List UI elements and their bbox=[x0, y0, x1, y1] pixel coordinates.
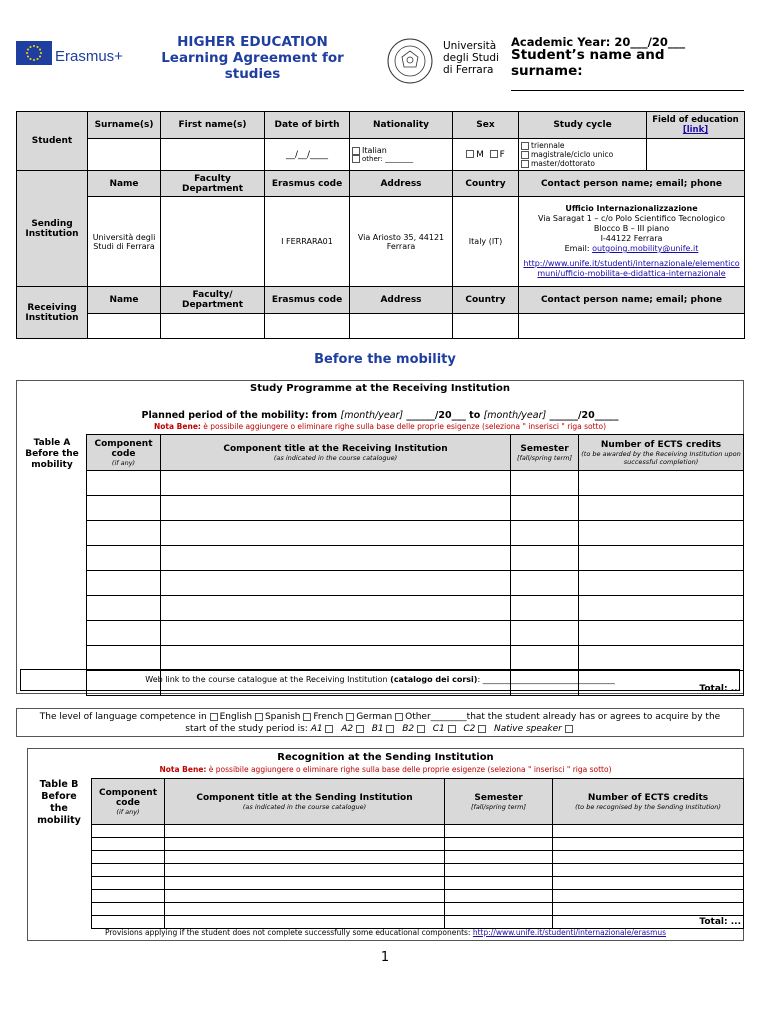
german-checkbox[interactable] bbox=[346, 713, 354, 721]
table-a-title: Study Programme at the Receiving Institution bbox=[250, 383, 510, 394]
table-row[interactable] bbox=[87, 621, 744, 646]
col-a-ects: Number of ECTS credits (to be awarded by the Receiving Institution upon successful completion) bbox=[579, 435, 744, 471]
sending-name-value: Università degli Studi di Ferrara bbox=[88, 197, 161, 287]
col-sending-name: Name bbox=[88, 171, 161, 197]
other-nationality-checkbox[interactable] bbox=[352, 155, 360, 163]
italian-checkbox[interactable] bbox=[352, 147, 360, 155]
spanish-checkbox[interactable] bbox=[255, 713, 263, 721]
col-a-semester: Semester [fall/spring term] bbox=[511, 435, 579, 471]
receiving-country-input[interactable] bbox=[453, 314, 519, 339]
col-sending-erasmus-code: Erasmus code bbox=[265, 171, 350, 197]
course-catalogue-weblink[interactable]: Web link to the course catalogue at the Receiving Institution (catalogo dei corsi): _________________________________ bbox=[20, 669, 740, 691]
col-b-title: Component title at the Sending Institution (as indicated in the course catalogue) bbox=[165, 779, 445, 825]
level-a2-checkbox[interactable] bbox=[356, 725, 364, 733]
table-b-title: Recognition at the Sending Institution bbox=[277, 752, 494, 763]
date-of-birth-input[interactable]: __/__/____ bbox=[265, 139, 350, 171]
before-mobility-heading: Before the mobility bbox=[314, 352, 456, 367]
receiving-erasmus-code-input[interactable] bbox=[265, 314, 350, 339]
level-b1-checkbox[interactable] bbox=[386, 725, 394, 733]
col-sending-faculty: Faculty Department bbox=[161, 171, 265, 197]
other-language-checkbox[interactable] bbox=[395, 713, 403, 721]
receiving-faculty-input[interactable] bbox=[161, 314, 265, 339]
col-field-of-education: Field of education [link] bbox=[647, 112, 745, 139]
sending-address-value: Via Ariosto 35, 44121 Ferrara bbox=[350, 197, 453, 287]
level-a1-checkbox[interactable] bbox=[325, 725, 333, 733]
contact-email-link[interactable]: outgoing.mobility@unife.it bbox=[592, 244, 699, 253]
receiving-name-input[interactable] bbox=[88, 314, 161, 339]
sending-contact-value: Ufficio Internazionalizzazione Via Saragat 1 – c/o Polo Scientifico Tecnologico Blocco B – III piano I-44122 Ferrara Email: outgoing.mobility@unife.it http://www.unife.it/studenti/internazionale/elementicomuni/ufficio-mobilita-e-didattica-internazionale bbox=[519, 197, 745, 287]
contact-url-link[interactable]: http://www.unife.it/studenti/internazionale/elementicomuni/ufficio-mobilita-e-didattica-internazionale bbox=[523, 259, 740, 278]
table-row[interactable] bbox=[87, 571, 744, 596]
col-b-code: Component code (if any) bbox=[92, 779, 165, 825]
table-row[interactable] bbox=[87, 646, 744, 671]
student-name-label: Student’s name and surname: bbox=[511, 47, 665, 79]
level-c2-checkbox[interactable] bbox=[478, 725, 486, 733]
table-b-side-label: Table B Before the mobility bbox=[37, 779, 81, 826]
table-row[interactable] bbox=[87, 546, 744, 571]
study-cycle-options: triennale magistrale/ciclo unico master/dottorato bbox=[519, 139, 647, 171]
col-b-ects: Number of ECTS credits (to be recognised by the Sending Institution) bbox=[553, 779, 744, 825]
nationality-options: Italian other: ________ bbox=[350, 139, 453, 171]
level-b2-checkbox[interactable] bbox=[417, 725, 425, 733]
magistrale-checkbox[interactable] bbox=[521, 151, 529, 159]
col-study-cycle: Study cycle bbox=[519, 112, 647, 139]
page-number: 1 bbox=[380, 950, 390, 965]
col-receiving-faculty: Faculty/ Department bbox=[161, 287, 265, 314]
col-nationality: Nationality bbox=[350, 112, 453, 139]
table-row[interactable] bbox=[92, 825, 744, 838]
receiving-address-input[interactable] bbox=[350, 314, 453, 339]
table-a-total: Total: ... bbox=[579, 671, 744, 696]
surname-input[interactable] bbox=[88, 139, 161, 171]
sending-erasmus-code-value: I FERRARA01 bbox=[265, 197, 350, 287]
col-receiving-address: Address bbox=[350, 287, 453, 314]
university-name: Università degli Studi di Ferrara bbox=[443, 40, 499, 76]
table-row[interactable] bbox=[92, 851, 744, 864]
sending-country-value: Italy (IT) bbox=[453, 197, 519, 287]
provisions-text: Provisions applying if the student does not complete successfully some educational components: http://www.unife.it/studenti/internazionale/erasmus bbox=[104, 928, 667, 937]
table-row[interactable] bbox=[87, 596, 744, 621]
master-checkbox[interactable] bbox=[521, 160, 529, 168]
table-b bbox=[91, 778, 744, 929]
col-sending-address: Address bbox=[350, 171, 453, 197]
eu-flag-logo bbox=[16, 41, 52, 65]
table-row[interactable] bbox=[92, 838, 744, 851]
provisions-link[interactable]: http://www.unife.it/studenti/internazionale/erasmus bbox=[472, 928, 667, 937]
col-receiving-erasmus-code: Erasmus code bbox=[265, 287, 350, 314]
col-sex: Sex bbox=[453, 112, 519, 139]
field-of-education-input[interactable] bbox=[647, 139, 745, 171]
col-receiving-name: Name bbox=[88, 287, 161, 314]
french-checkbox[interactable] bbox=[303, 713, 311, 721]
col-b-semester: Semester [fall/spring term] bbox=[445, 779, 553, 825]
student-row-label: Student bbox=[17, 112, 88, 171]
receiving-contact-input[interactable] bbox=[519, 314, 745, 339]
level-c1-checkbox[interactable] bbox=[448, 725, 456, 733]
triennale-checkbox[interactable] bbox=[521, 142, 529, 150]
table-a bbox=[86, 434, 744, 696]
student-name-line[interactable] bbox=[511, 90, 744, 91]
sex-options: M F bbox=[453, 139, 519, 171]
table-row[interactable] bbox=[92, 864, 744, 877]
col-sending-contact: Contact person name; email; phone bbox=[519, 171, 745, 197]
col-receiving-country: Country bbox=[453, 287, 519, 314]
language-competence: The level of language competence in English Spanish French German Other________that the student already has or agrees to acquire by the start of the study period is: A1 A2 B1 B2 C1 C2 Native speaker bbox=[16, 708, 744, 737]
col-a-code: Component code (if any) bbox=[87, 435, 161, 471]
academic-year: Academic Year: 20___/20___ bbox=[511, 35, 686, 49]
sex-m-checkbox[interactable] bbox=[466, 150, 474, 158]
col-sending-country: Country bbox=[453, 171, 519, 197]
table-row[interactable] bbox=[92, 903, 744, 916]
col-surname: Surname(s) bbox=[88, 112, 161, 139]
table-a-note: Nota Bene: è possibile aggiungere o eliminare righe sulla base delle proprie esigenze (seleziona " inserisci " riga sotto) bbox=[153, 422, 607, 431]
table-b-total: Total: ... bbox=[553, 916, 744, 929]
field-of-education-link[interactable]: [link] bbox=[682, 125, 709, 135]
document-title: HIGHER EDUCATION Learning Agreement for studies bbox=[161, 34, 344, 82]
col-a-title: Component title at the Receiving Institution (as indicated in the course catalogue) bbox=[161, 435, 511, 471]
sending-faculty-input[interactable] bbox=[161, 197, 265, 287]
table-row[interactable] bbox=[92, 916, 744, 929]
table-row[interactable] bbox=[92, 890, 744, 903]
first-name-input[interactable] bbox=[161, 139, 265, 171]
planned-period: Planned period of the mobility: from [month/year] ______/20___ to [month/year] ______/20_____ bbox=[141, 410, 619, 421]
col-receiving-contact: Contact person name; email; phone bbox=[519, 287, 745, 314]
table-row[interactable] bbox=[87, 521, 744, 546]
native-speaker-checkbox[interactable] bbox=[565, 725, 573, 733]
col-first-name: First name(s) bbox=[161, 112, 265, 139]
receiving-institution-label: Receiving Institution bbox=[17, 287, 88, 339]
sex-f-checkbox[interactable] bbox=[490, 150, 498, 158]
table-row[interactable] bbox=[92, 877, 744, 890]
col-date-of-birth: Date of birth bbox=[265, 112, 350, 139]
table-b-note: Nota Bene: è possibile aggiungere o eliminare righe sulla base delle proprie esigenze (seleziona " inserisci " riga sotto) bbox=[159, 765, 612, 774]
table-row[interactable] bbox=[87, 496, 744, 521]
sending-institution-label: Sending Institution bbox=[17, 171, 88, 287]
table-row[interactable] bbox=[87, 471, 744, 496]
table-a-side-label: Table A Before the mobility bbox=[25, 438, 79, 470]
english-checkbox[interactable] bbox=[210, 713, 218, 721]
erasmus-plus-logo-text: Erasmus+ bbox=[55, 48, 123, 65]
student-info-table bbox=[16, 111, 745, 339]
university-seal-logo bbox=[386, 37, 434, 85]
